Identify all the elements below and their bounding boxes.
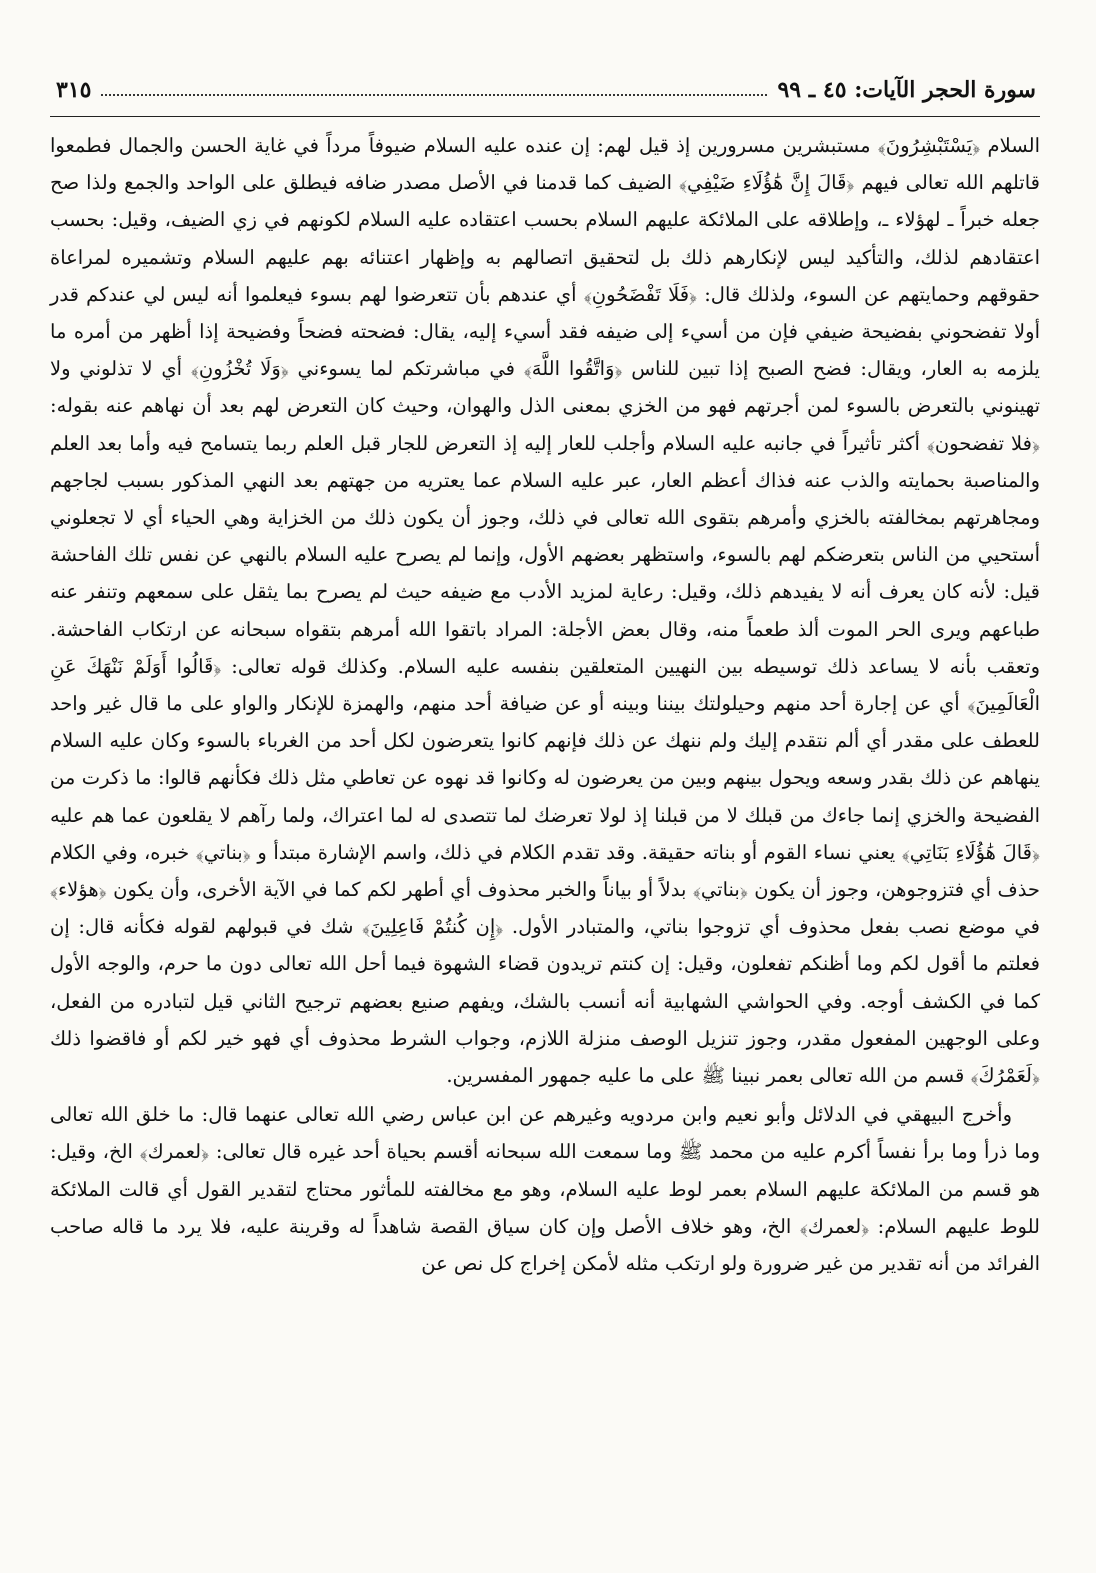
page-header — [50, 70, 1040, 117]
header-dot-leader — [101, 84, 767, 96]
body-text — [50, 127, 1040, 1282]
paragraph-commentary: السلام ﴿يَسْتَبْشِرُونَ﴾ مستبشرين مسرورين إذ قيل لهم: إن عنده عليه السلام ضيوفاً مرداً في غاية الحسن والجمال فطمعوا قاتلهم الله تعالى فيهم ﴿قَالَ إِنَّ هَٰؤُلَاءِ ضَيْفِي﴾ الضيف كما قدمنا في الأصل مصدر ضافه فيطلق على الواحد والجمع ولذا صح جعله خبراً ـ لهؤلاء ـ، وإطلاقه على الملائكة عليهم السلام بحسب اعتقاده عليه السلام لكونهم في زي الضيف، وقيل: بحسب اعتقادهم لذلك، والتأكيد ليس لإنكارهم ذلك بل لتحقيق اتصالهم به وإظهار اعتنائه بهم عليهم السلام وتشميره لمراعاة حقوقهم وحمايتهم عن السوء، ولذلك قال: ﴿فَلَا تَفْضَحُونِ﴾ أي عندهم بأن تتعرضوا لهم بسوء فيعلموا أنه ليس لي عندكم قدر أولا تفضحوني بفضيحة ضيفي فإن من أسيء إلى ضيفه فقد أسيء إليه، يقال: فضحته فضحاً وفضيحة إذا أظهر من أمره ما يلزمه به العار، ويقال: فضح الصبح إذا تبين للناس ﴿وَاتَّقُوا اللَّهَ﴾ في مباشرتكم لما يسوءني ﴿وَلَا تُخْزُونِ﴾ أي لا تذلوني ولا تهينوني بالتعرض بالسوء لمن أجرتهم فهو من الخزي بمعنى الذل والهوان، وحيث كان التعرض لهم بعد أن نهاهم عنه بقوله: ﴿فلا تفضحون﴾ أكثر تأثيراً في جانبه عليه السلام وأجلب للعار إليه إذ التعرض للجار قبل العلم ربما يتسامح فيه وأما بعد العلم والمناصبة بحمايته والذب عنه فذاك أعظم العار، عبر عليه السلام عما يعتريه من جهتهم بعد النهي المذكور بسبب لجاجهم ومجاهرتهم بمخالفته بالخزي وأمرهم بتقوى الله تعالى في ذلك، وجوز أن يكون ذلك من الخزاية وهي الحياء أي لا تجعلوني أستحيي من الناس بتعرضكم لهم بالسوء، واستظهر بعضهم الأول، وإنما لم يصرح عليه السلام بالنهي عن نفس تلك الفاحشة قيل: لأنه كان يعرف أنه لا يفيدهم ذلك، وقيل: رعاية لمزيد الأدب مع ضيفه حيث لم يصرح بما يثقل على سمعهم وتنفر عنه طباعهم ويرى الحر الموت ألذ طعماً منه، وقال بعض الأجلة: المراد باتقوا الله أمرهم بتقواه سبحانه عن ارتكاب الفاحشة. وتعقب بأنه لا يساعد ذلك توسيطه بين النهيين المتعلقين بنفسه عليه السلام. وكذلك قوله تعالى: ﴿قَالُوا أَوَلَمْ نَنْهَكَ عَنِ الْعَالَمِينَ﴾ أي عن إجارة أحد منهم وحيلولتك بيننا وبينه أو عن ضيافة أحد منهم، والهمزة للإنكار والواو على ما قال غير واحد للعطف على مقدر أي ألم نتقدم إليك ولم ننهك عن ذلك فإنهم كانوا يتعرضون لكل أحد من الغرباء بالسوء وكان عليه السلام ينهاهم عن ذلك بقدر وسعه ويحول بينهم وبين من يعرضون له وكانوا قد نهوه عن تعاطي مثل ذلك فكأنهم قالوا: ما ذكرت من الفضيحة والخزي إنما جاءك من قبلك لا من قبلنا إذ لولا تعرضك لما تتصدى له لما اعتراك، ولما رآهم لا يقلعون عما هم عليه ﴿قَالَ هَٰؤُلَاءِ بَنَاتِي﴾ يعني نساء القوم أو بناته حقيقة. وقد تقدم الكلام في ذلك، واسم الإشارة مبتدأ و ﴿بناتي﴾ خبره، وفي الكلام حذف أي فتزوجوهن، وجوز أن يكون ﴿بناتي﴾ بدلاً أو بياناً والخبر محذوف أي أطهر لكم كما في الآية الأخرى، وأن يكون ﴿هؤلاء﴾ في موضع نصب بفعل محذوف أي تزوجوا بناتي، والمتبادر الأول. ﴿إِن كُنتُمْ فَاعِلِينَ﴾ شك في قبولهم لقوله فكأنه قال: إن فعلتم ما أقول لكم وما أظنكم تفعلون، وقيل: إن كنتم تريدون قضاء الشهوة فيما أحل الله تعالى دون ما حرم، والوجه الأول كما في الكشف أوجه. وفي الحواشي الشهابية أنه أنسب بالشك، ويفهم صنيع بعضهم ترجيح الثاني قيل لتبادره من الفعل، وعلى الوجهين المفعول مقدر، وجوز تنزيل الوصف منزلة اللازم، وجواب الشرط محذوف أي فهو خير لكم أو فاقضوا ذلك ﴿لَعَمْرُكَ﴾ قسم من الله تعالى بعمر نبينا ﷺ على ما عليه جمهور المفسرين. — [50, 134, 1040, 1088]
running-title: سورة الحجر الآيات: ٤٥ ـ ٩٩ — [777, 77, 1036, 103]
paragraph-narration: وأخرج البيهقي في الدلائل وأبو نعيم وابن مردويه وغيرهم عن ابن عباس رضي الله تعالى عنهما قال: ما خلق الله تعالى وما ذرأ وما برأ نفساً أكرم عليه من محمد ﷺ وما سمعت الله سبحانه أقسم بحياة أحد غيره قال تعالى: ﴿لعمرك﴾ الخ، وقيل: هو قسم من الملائكة عليهم السلام بعمر لوط عليه السلام، وهو مع مخالفته للمأثور محتاج لتقدير القول أي قالت الملائكة للوط عليهم السلام: ﴿لعمرك﴾ الخ، وهو خلاف الأصل وإن كان سياق القصة شاهداً له وقرينة عليه، فلا يرد ما قاله صاحب الفرائد من أنه تقدير من غير ضرورة ولو ارتكب مثله لأمكن إخراج كل نص عن — [50, 1103, 1040, 1276]
page-number: ٣١٥ — [56, 77, 92, 103]
